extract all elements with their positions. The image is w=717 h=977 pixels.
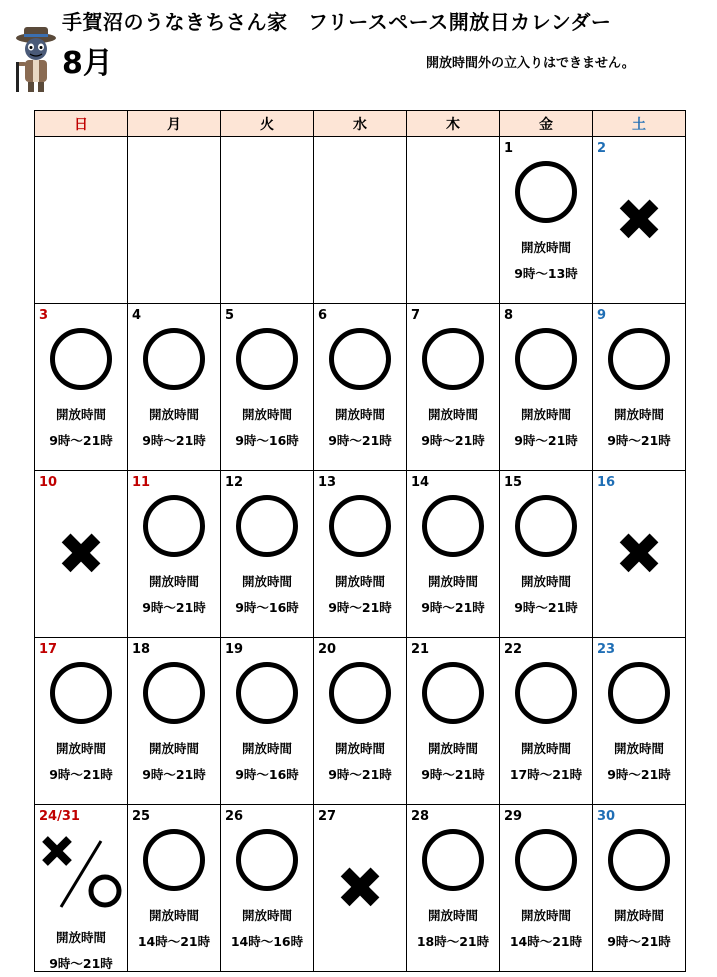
day-cell [407, 304, 500, 471]
closed-cross-icon: ✖ [335, 854, 385, 922]
day-number: 20 [318, 642, 337, 657]
hours-label: 開放時間 [520, 574, 571, 589]
mascot-icon [6, 24, 66, 96]
empty-day-cell [314, 137, 407, 304]
open-circle-icon [515, 328, 577, 390]
day-number: 17 [39, 642, 58, 657]
opening-hours [500, 569, 592, 621]
day-number: 27 [318, 809, 337, 824]
hours-range: 9時～21時 [49, 767, 113, 782]
day-number: 9 [597, 308, 607, 323]
day-number: 21 [411, 642, 430, 657]
empty-day-cell [221, 137, 314, 304]
day-cell [221, 471, 314, 638]
day-number: 6 [318, 308, 328, 323]
open-circle-icon [608, 662, 670, 724]
open-circle-icon [422, 495, 484, 557]
open-circle-icon [143, 662, 205, 724]
empty-day-cell [35, 137, 128, 304]
day-cell [593, 304, 686, 471]
day-number: 29 [504, 809, 523, 824]
hours-range: 14時～21時 [509, 934, 583, 949]
open-circle-icon [422, 662, 484, 724]
hours-range: 9時～21時 [142, 600, 206, 615]
open-circle-icon [50, 328, 112, 390]
day-number: 16 [597, 475, 616, 490]
open-circle-icon [143, 328, 205, 390]
hours-label: 開放時間 [427, 407, 478, 422]
open-circle-icon [143, 829, 205, 891]
day-cell [221, 805, 314, 972]
hours-range: 14時～21時 [137, 934, 211, 949]
hours-label: 開放時間 [427, 908, 478, 923]
day-cell [221, 638, 314, 805]
open-circle-icon [236, 662, 298, 724]
day-cell [35, 471, 128, 638]
hours-range: 9時～13時 [514, 266, 578, 281]
closed-cross-icon: ✖ [56, 520, 106, 588]
day-number: 15 [504, 475, 523, 490]
hours-label: 開放時間 [241, 908, 292, 923]
open-circle-icon [329, 662, 391, 724]
calendar-week-row [35, 471, 686, 638]
day-cell [593, 471, 686, 638]
hours-range: 9時～21時 [328, 433, 392, 448]
day-number: 3 [39, 308, 49, 323]
day-cell [35, 805, 128, 972]
empty-day-cell [128, 137, 221, 304]
empty-day-cell [407, 137, 500, 304]
hours-range: 9時～16時 [235, 767, 299, 782]
day-number: 14 [411, 475, 430, 490]
hours-range: 9時～21時 [328, 600, 392, 615]
hours-range: 9時～21時 [49, 956, 113, 971]
hours-label: 開放時間 [520, 240, 571, 255]
weekday-thu: 木 [407, 111, 500, 137]
open-circle-icon [236, 829, 298, 891]
day-cell [500, 471, 593, 638]
day-number: 8 [504, 308, 514, 323]
day-number: 2 [597, 141, 607, 156]
weekday-fri: 金 [500, 111, 593, 137]
hours-range: 18時～21時 [416, 934, 490, 949]
hours-label: 開放時間 [148, 741, 199, 756]
hours-range: 9時～21時 [607, 433, 671, 448]
day-number: 10 [39, 475, 58, 490]
opening-hours [35, 736, 127, 788]
day-number: 12 [225, 475, 244, 490]
weekday-tue: 火 [221, 111, 314, 137]
opening-hours [593, 736, 685, 788]
hours-label: 開放時間 [427, 574, 478, 589]
day-number: 30 [597, 809, 616, 824]
notice-text: 開放時間外の立入りはできません。 [426, 56, 635, 71]
opening-hours [221, 903, 313, 955]
open-circle-icon [50, 662, 112, 724]
day-cell [35, 304, 128, 471]
opening-hours [500, 903, 592, 955]
day-cell [593, 805, 686, 972]
hours-label: 開放時間 [241, 574, 292, 589]
day-number: 26 [225, 809, 244, 824]
hours-label: 開放時間 [241, 407, 292, 422]
weekday-sat: 土 [593, 111, 686, 137]
weekday-sun: 日 [35, 111, 128, 137]
hours-label: 開放時間 [334, 741, 385, 756]
hours-range: 9時～21時 [607, 767, 671, 782]
opening-hours [35, 402, 127, 454]
opening-hours [407, 903, 499, 955]
open-circle-icon [515, 829, 577, 891]
day-cell [407, 805, 500, 972]
open-circle-icon [236, 495, 298, 557]
day-cell [500, 304, 593, 471]
hours-label: 開放時間 [334, 574, 385, 589]
hours-range: 9時～21時 [49, 433, 113, 448]
hours-label: 開放時間 [520, 407, 571, 422]
hours-range: 9時～21時 [142, 433, 206, 448]
month-heading: 8月 [62, 46, 113, 81]
day-number: 18 [132, 642, 151, 657]
weekday-mon: 月 [128, 111, 221, 137]
day-number: 1 [504, 141, 514, 156]
hours-range: 9時～21時 [421, 433, 485, 448]
hours-range: 9時～21時 [421, 600, 485, 615]
hours-label: 開放時間 [613, 908, 664, 923]
opening-hours [128, 903, 220, 955]
opening-hours [314, 402, 406, 454]
hours-range: 9時～21時 [421, 767, 485, 782]
open-circle-icon [515, 495, 577, 557]
hours-label: 開放時間 [55, 407, 106, 422]
open-circle-icon [236, 328, 298, 390]
opening-hours [593, 903, 685, 955]
day-cell [314, 805, 407, 972]
opening-hours [128, 402, 220, 454]
calendar-week-row [35, 304, 686, 471]
opening-hours [500, 235, 592, 287]
day-cell [593, 638, 686, 805]
day-cell [128, 805, 221, 972]
day-cell [128, 471, 221, 638]
day-cell [407, 471, 500, 638]
opening-hours [128, 569, 220, 621]
opening-hours [221, 402, 313, 454]
opening-hours [221, 569, 313, 621]
opening-hours [35, 925, 127, 977]
hours-label: 開放時間 [520, 908, 571, 923]
hours-label: 開放時間 [148, 574, 199, 589]
hours-label: 開放時間 [520, 741, 571, 756]
day-cell [593, 137, 686, 304]
hours-range: 14時～16時 [230, 934, 304, 949]
opening-hours [500, 402, 592, 454]
day-cell [128, 638, 221, 805]
open-circle-icon [515, 161, 577, 223]
day-cell [500, 805, 593, 972]
day-cell [314, 471, 407, 638]
calendar-week-row [35, 805, 686, 972]
opening-hours [500, 736, 592, 788]
opening-hours [221, 736, 313, 788]
day-number: 5 [225, 308, 235, 323]
hours-label: 開放時間 [334, 407, 385, 422]
closed-cross-icon: ✖ [614, 186, 664, 254]
day-cell [407, 638, 500, 805]
open-circle-icon [422, 829, 484, 891]
hours-range: 9時～21時 [328, 767, 392, 782]
open-circle-icon [608, 328, 670, 390]
opening-hours [593, 402, 685, 454]
day-number: 28 [411, 809, 430, 824]
hours-label: 開放時間 [613, 407, 664, 422]
day-number: 7 [411, 308, 421, 323]
hours-range: 9時～16時 [235, 433, 299, 448]
hours-label: 開放時間 [55, 741, 106, 756]
open-circle-icon [329, 495, 391, 557]
day-number: 4 [132, 308, 142, 323]
open-circle-icon [329, 328, 391, 390]
hours-label: 開放時間 [241, 741, 292, 756]
day-cell [314, 638, 407, 805]
day-number: 19 [225, 642, 244, 657]
hours-label: 開放時間 [427, 741, 478, 756]
opening-hours [407, 402, 499, 454]
hours-label: 開放時間 [148, 908, 199, 923]
hours-range: 9時～16時 [235, 600, 299, 615]
weekday-header-row [35, 111, 686, 137]
calendar-week-row [35, 137, 686, 304]
day-number: 22 [504, 642, 523, 657]
closed-open-split-icon [39, 829, 125, 913]
hours-range: 9時～21時 [607, 934, 671, 949]
hours-range: 9時～21時 [514, 433, 578, 448]
open-circle-icon [515, 662, 577, 724]
hours-range: 17時～21時 [509, 767, 583, 782]
opening-hours [314, 736, 406, 788]
day-number: 23 [597, 642, 616, 657]
day-number: 13 [318, 475, 337, 490]
hours-label: 開放時間 [613, 741, 664, 756]
day-number: 25 [132, 809, 151, 824]
open-circle-icon [608, 829, 670, 891]
opening-hours [407, 736, 499, 788]
opening-hours [314, 569, 406, 621]
day-number: 24/31 [39, 809, 80, 824]
weekday-wed: 水 [314, 111, 407, 137]
page-title: 手賀沼のうなきちさん家 フリースペース開放日カレンダー [62, 10, 612, 34]
day-cell [221, 304, 314, 471]
hours-label: 開放時間 [55, 930, 106, 945]
calendar-week-row [35, 638, 686, 805]
day-cell [500, 137, 593, 304]
hours-range: 9時～21時 [514, 600, 578, 615]
open-circle-icon [422, 328, 484, 390]
day-cell [314, 304, 407, 471]
hours-label: 開放時間 [148, 407, 199, 422]
day-cell [500, 638, 593, 805]
opening-hours [407, 569, 499, 621]
day-cell [128, 304, 221, 471]
hours-range: 9時～21時 [142, 767, 206, 782]
day-cell [35, 638, 128, 805]
closed-cross-icon: ✖ [614, 520, 664, 588]
open-circle-icon [143, 495, 205, 557]
calendar-table [34, 110, 686, 972]
opening-hours [128, 736, 220, 788]
day-number: 11 [132, 475, 151, 490]
